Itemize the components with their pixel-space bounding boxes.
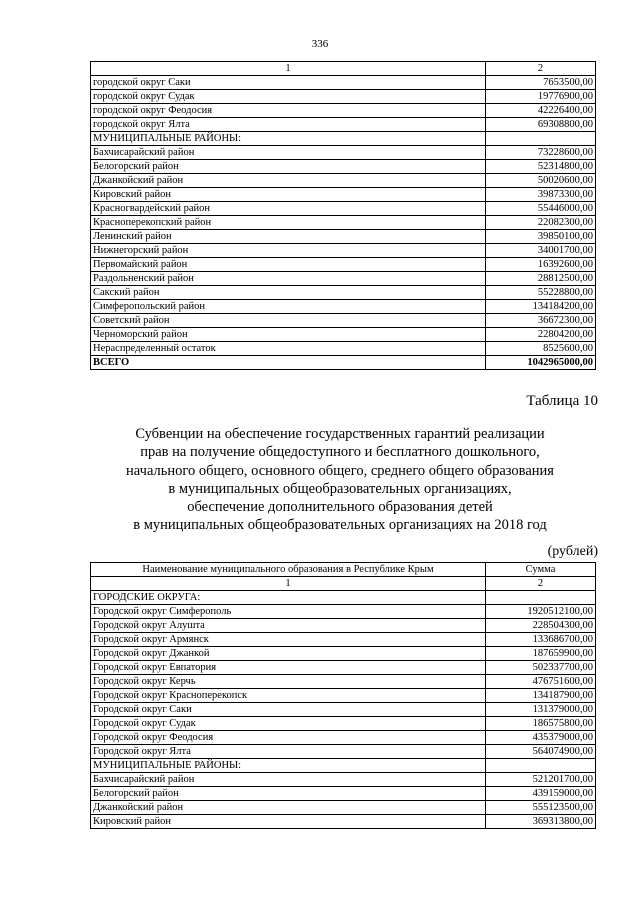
amount-value: 7653500,00 [486,76,596,90]
title-line: Субвенции на обеспечение государственных гарантий реализации [135,426,545,442]
table-row [91,815,596,829]
table-row [91,801,596,815]
table-title [60,425,620,535]
municipality-name: Первомайский район [91,258,486,272]
amount-value: 55446000,00 [486,202,596,216]
amount-value: 55228800,00 [486,286,596,300]
amount-value: 228504300,00 [486,619,596,633]
table-row [91,328,596,342]
municipality-name: Городской округ Алушта [91,619,486,633]
table-row [91,90,596,104]
section-heading: ГОРОДСКИЕ ОКРУГА: [91,591,486,605]
amount-value: 1920512100,00 [486,605,596,619]
municipality-name: Бахчисарайский район [91,773,486,787]
amount-value: 502337700,00 [486,661,596,675]
column-number-row [91,62,596,76]
table-row [91,647,596,661]
title-line: в муниципальных общеобразовательных организациях, [168,480,512,497]
municipality-name: Городской округ Евпатория [91,661,486,675]
amount-value: 555123500,00 [486,801,596,815]
column-number-1: 1 [91,62,486,76]
amount-value: 133686700,00 [486,633,596,647]
amount-value [486,591,596,605]
municipality-name: Джанкойский район [91,801,486,815]
municipality-name: Кировский район [91,188,486,202]
municipality-name: Городской округ Армянск [91,633,486,647]
amount-value: 19776900,00 [486,90,596,104]
table-row [91,258,596,272]
amount-value: 50020600,00 [486,174,596,188]
municipality-name: городской округ Феодосия [91,104,486,118]
amount-value: 187659900,00 [486,647,596,661]
amount-value: 134184200,00 [486,300,596,314]
municipality-name: Городской округ Керчь [91,675,486,689]
municipality-name: городской округ Саки [91,76,486,90]
table-row [91,118,596,132]
table-row [91,314,596,328]
table-row [91,773,596,787]
amount-value [486,759,596,773]
section-row [91,132,596,146]
total-label: ВСЕГО [91,356,486,370]
table-row [91,160,596,174]
municipality-name: Джанкойский район [91,174,486,188]
table-row [91,675,596,689]
table-row [91,202,596,216]
amount-value: 34001700,00 [486,244,596,258]
municipality-name: городской округ Ялта [91,118,486,132]
table-row [91,104,596,118]
column-number-2: 2 [486,62,596,76]
municipality-name: Сакский район [91,286,486,300]
total-value: 1042965000,00 [486,356,596,370]
amount-value: 564074900,00 [486,745,596,759]
units-label: (рублей) [547,544,598,559]
table-row [91,216,596,230]
table-row [91,300,596,314]
amount-value: 369313800,00 [486,815,596,829]
section-heading: МУНИЦИПАЛЬНЫЕ РАЙОНЫ: [91,132,486,146]
amount-value: 131379000,00 [486,703,596,717]
amount-value: 39850100,00 [486,230,596,244]
amount-value: 16392600,00 [486,258,596,272]
table-row [91,244,596,258]
table-row [91,619,596,633]
municipality-name: Городской округ Ялта [91,745,486,759]
amount-value: 186575800,00 [486,717,596,731]
amount-value: 39873300,00 [486,188,596,202]
column-header-row [91,563,596,577]
title-line: начального общего, основного общего, среднего общего образования [126,462,554,479]
title-line: в муниципальных общеобразовательных организациях на 2018 год [133,517,547,534]
municipality-name: Красноперекопский район [91,216,486,230]
section-row [91,591,596,605]
table-row [91,731,596,745]
amount-value: 22804200,00 [486,328,596,342]
amount-value: 36672300,00 [486,314,596,328]
table-row [91,342,596,356]
table-row [91,703,596,717]
table-row [91,230,596,244]
municipality-name: Кировский район [91,815,486,829]
table-row [91,174,596,188]
table-label: Таблица 10 [526,393,598,409]
municipality-name: Городской округ Саки [91,703,486,717]
amount-value: 521201700,00 [486,773,596,787]
amount-value: 8525600,00 [486,342,596,356]
column-number-row [91,577,596,591]
amount-value: 69308800,00 [486,118,596,132]
page-number: 336 [311,38,329,50]
municipality-name: Городской округ Джанкой [91,647,486,661]
table-row [91,787,596,801]
column-number-2: 2 [486,577,596,591]
municipality-name: Симферопольский район [91,300,486,314]
previous-table-continuation [90,61,596,370]
municipality-name: Белогорский район [91,160,486,174]
amount-value: 134187900,00 [486,689,596,703]
column-header-municipality: Наименование муниципального образования в Республике Крым [91,563,486,577]
municipality-name: городской округ Судак [91,90,486,104]
table-row [91,146,596,160]
table-row [91,689,596,703]
section-heading: МУНИЦИПАЛЬНЫЕ РАЙОНЫ: [91,759,486,773]
amount-value: 476751600,00 [486,675,596,689]
municipality-name: Городской округ Симферополь [91,605,486,619]
amount-value: 22082300,00 [486,216,596,230]
municipality-name: Советский район [91,314,486,328]
municipality-name: Раздольненский район [91,272,486,286]
municipality-name: Ленинский район [91,230,486,244]
column-number-1: 1 [91,577,486,591]
municipality-name: Красногвардейский район [91,202,486,216]
table-row [91,661,596,675]
column-header-amount: Сумма [486,563,596,577]
table-row [91,633,596,647]
municipality-name: Черноморский район [91,328,486,342]
title-line: прав на получение общедоступного и бесплатного дошкольного, [140,444,540,461]
title-line: обеспечение дополнительного образования детей [187,499,493,516]
table-row [91,76,596,90]
municipality-name: Нижнегорский район [91,244,486,258]
municipality-name: Белогорский район [91,787,486,801]
table-row [91,605,596,619]
table-row [91,745,596,759]
municipality-name: Городской округ Феодосия [91,731,486,745]
amount-value [486,132,596,146]
amount-value: 439159000,00 [486,787,596,801]
section-row [91,759,596,773]
amount-value: 435379000,00 [486,731,596,745]
municipality-name: Нераспределенный остаток [91,342,486,356]
table-row [91,272,596,286]
table-row [91,188,596,202]
subvention-table [90,562,596,829]
municipality-name: Городской округ Судак [91,717,486,731]
amount-value: 52314800,00 [486,160,596,174]
amount-value: 73228600,00 [486,146,596,160]
amount-value: 42226400,00 [486,104,596,118]
table-row [91,286,596,300]
municipality-name: Бахчисарайский район [91,146,486,160]
total-row [91,356,596,370]
amount-value: 28812500,00 [486,272,596,286]
table-row [91,717,596,731]
municipality-name: Городской округ Красноперекопск [91,689,486,703]
